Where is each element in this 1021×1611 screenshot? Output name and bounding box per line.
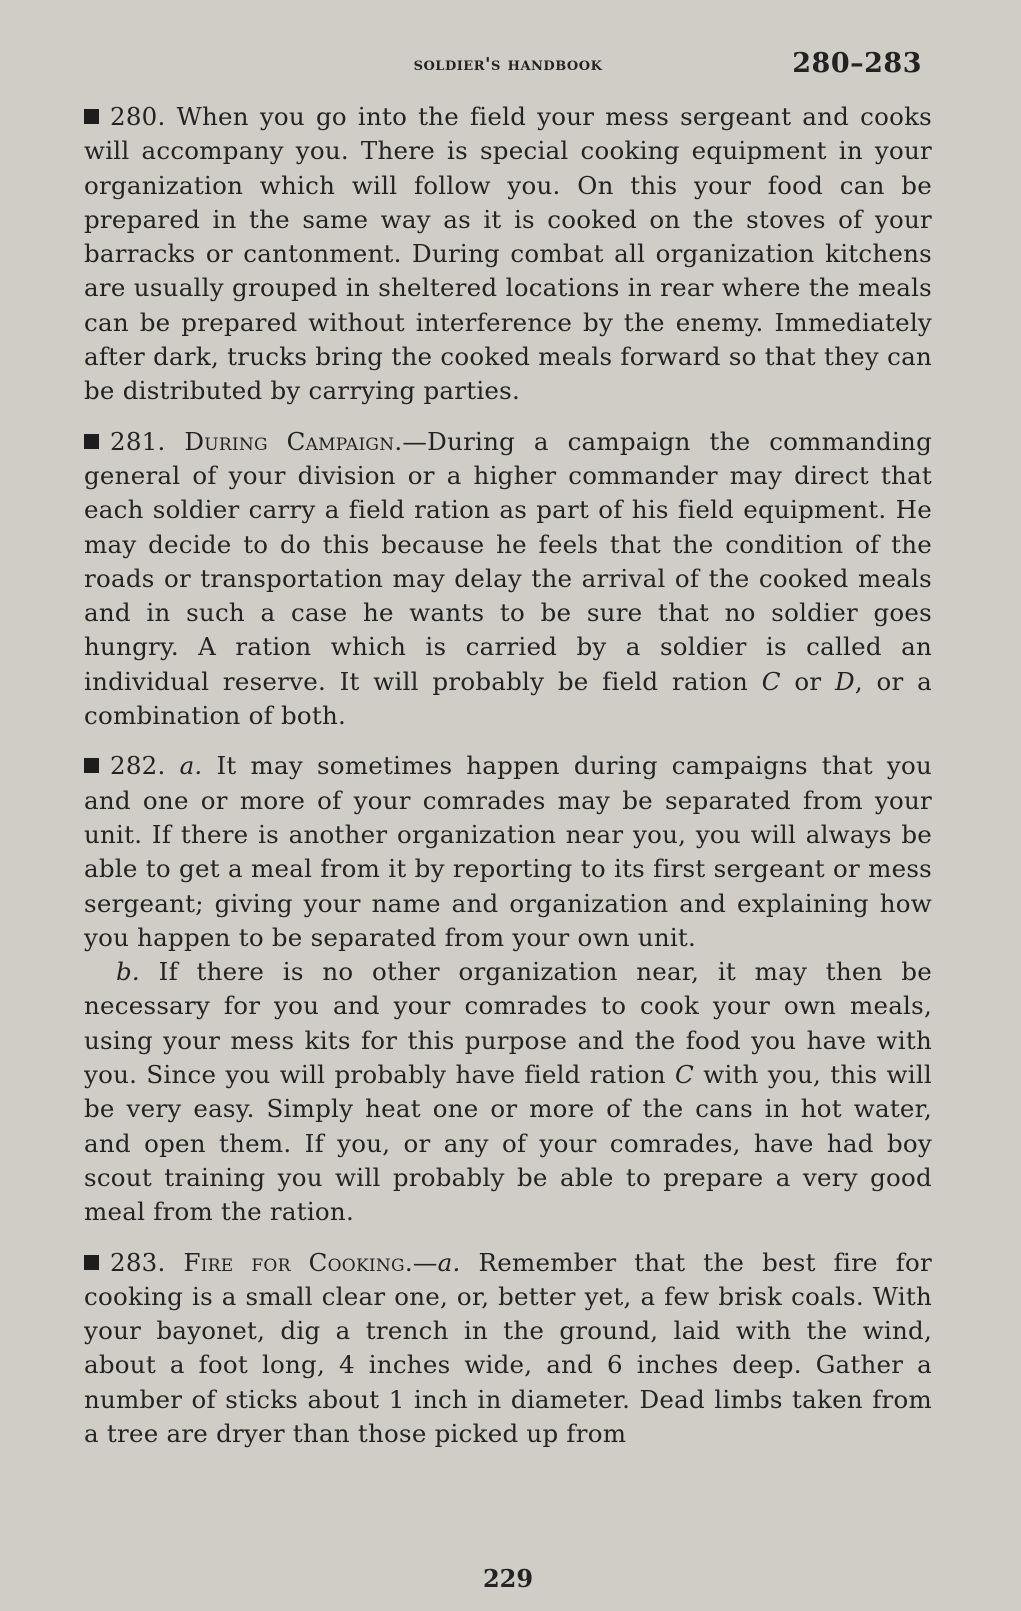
section-marker-icon	[84, 758, 99, 773]
running-head	[84, 46, 932, 86]
subparagraph-letter: b.	[116, 957, 140, 987]
paragraph-281	[84, 425, 932, 734]
paragraph-280	[84, 100, 932, 409]
paragraph-text: When you go into the field your mess sergeant and cooks will accompany you. There is special cooking equipment in your organization which will follow you. On this your food can be prepared in the same way as it is cooked on the stoves of your barracks or cantonment. During combat all organization kitchens are usually grouped in sheltered locations in rear where the meals can be prepared without interference by the enemy. Immediately after dark, trucks bring the cooked meals forward so that they can be distributed by carrying parties.	[84, 102, 933, 406]
section-marker-icon	[84, 434, 99, 449]
ration-letter: C	[761, 666, 781, 696]
paragraph-283	[84, 1246, 932, 1452]
subparagraph-letter: a.	[179, 751, 203, 781]
page-number: 229	[482, 1564, 534, 1593]
paragraph-text: Remember that the best fire for cooking is a small clear one, or, better yet, a few brisk coals. With your bayonet, dig a trench in the ground, laid with the wind, about a foot long, 4 inches wide, and 6 inches deep. Gather a number of sticks about 1 inch in diameter. Dead limbs taken from a tree are dryer than those picked up from	[84, 1247, 933, 1448]
ration-letter: D	[834, 666, 855, 696]
paragraph-282b	[84, 955, 932, 1229]
heading-dash: —	[402, 426, 428, 456]
section-marker-icon	[84, 109, 99, 124]
book-page	[84, 46, 933, 1593]
paragraph-text: It may sometimes happen during campaigns that you and one or more of your comrades may be separated from your unit. If there is another organization near you, you will always be able to get a meal from it by reporting to its first sergeant or mess sergeant; giving your name and organization and explaining how you happen to be separated from your own unit.	[84, 751, 932, 952]
paragraph-range: 280–283	[792, 48, 922, 79]
paragraph-text: During a campaign the commanding general of your division or a higher commander may direct that each soldier carry a field ration as part of his field equipment. He may decide to do this because he feels that the condition of the roads or transportation may delay the arrival of the cooked meals and in such a case he wants to be sure that no soldier goes hungry. A ration which is carried by a soldier is called an individual reserve. It will probably be field ration	[84, 426, 932, 696]
section-marker-icon	[84, 1255, 99, 1270]
paragraph-number: 281.	[110, 426, 166, 456]
subparagraph-letter: a.	[437, 1247, 461, 1277]
paragraph-heading: During Campaign.	[184, 426, 403, 456]
paragraph-text: or	[780, 666, 835, 696]
paragraph-text: with you, this will be very easy. Simply heat one or more of the cans in hot water, and open them. If you, or any of your comrades, have had boy scout training you will probably be able to prepare a very good meal from the ration.	[84, 1060, 932, 1227]
running-title: soldier's handbook	[413, 54, 603, 75]
paragraph-282a	[84, 749, 932, 955]
paragraph-number: 280.	[110, 102, 166, 131]
paragraph-heading: Fire for Cooking.	[183, 1247, 413, 1277]
ration-letter: C	[675, 1060, 695, 1090]
paragraph-text: If there is no other organization near, it may then be necessary for you and your comrades to cook your own meals, using your mess kits for this purpose and the food you have with you. Since you will probably have field ration	[84, 957, 932, 1090]
paragraph-number: 283.	[110, 1247, 166, 1277]
heading-dash: —	[412, 1247, 438, 1277]
paragraph-text: , or a combination of both.	[84, 666, 933, 731]
paragraph-number: 282.	[110, 751, 166, 781]
